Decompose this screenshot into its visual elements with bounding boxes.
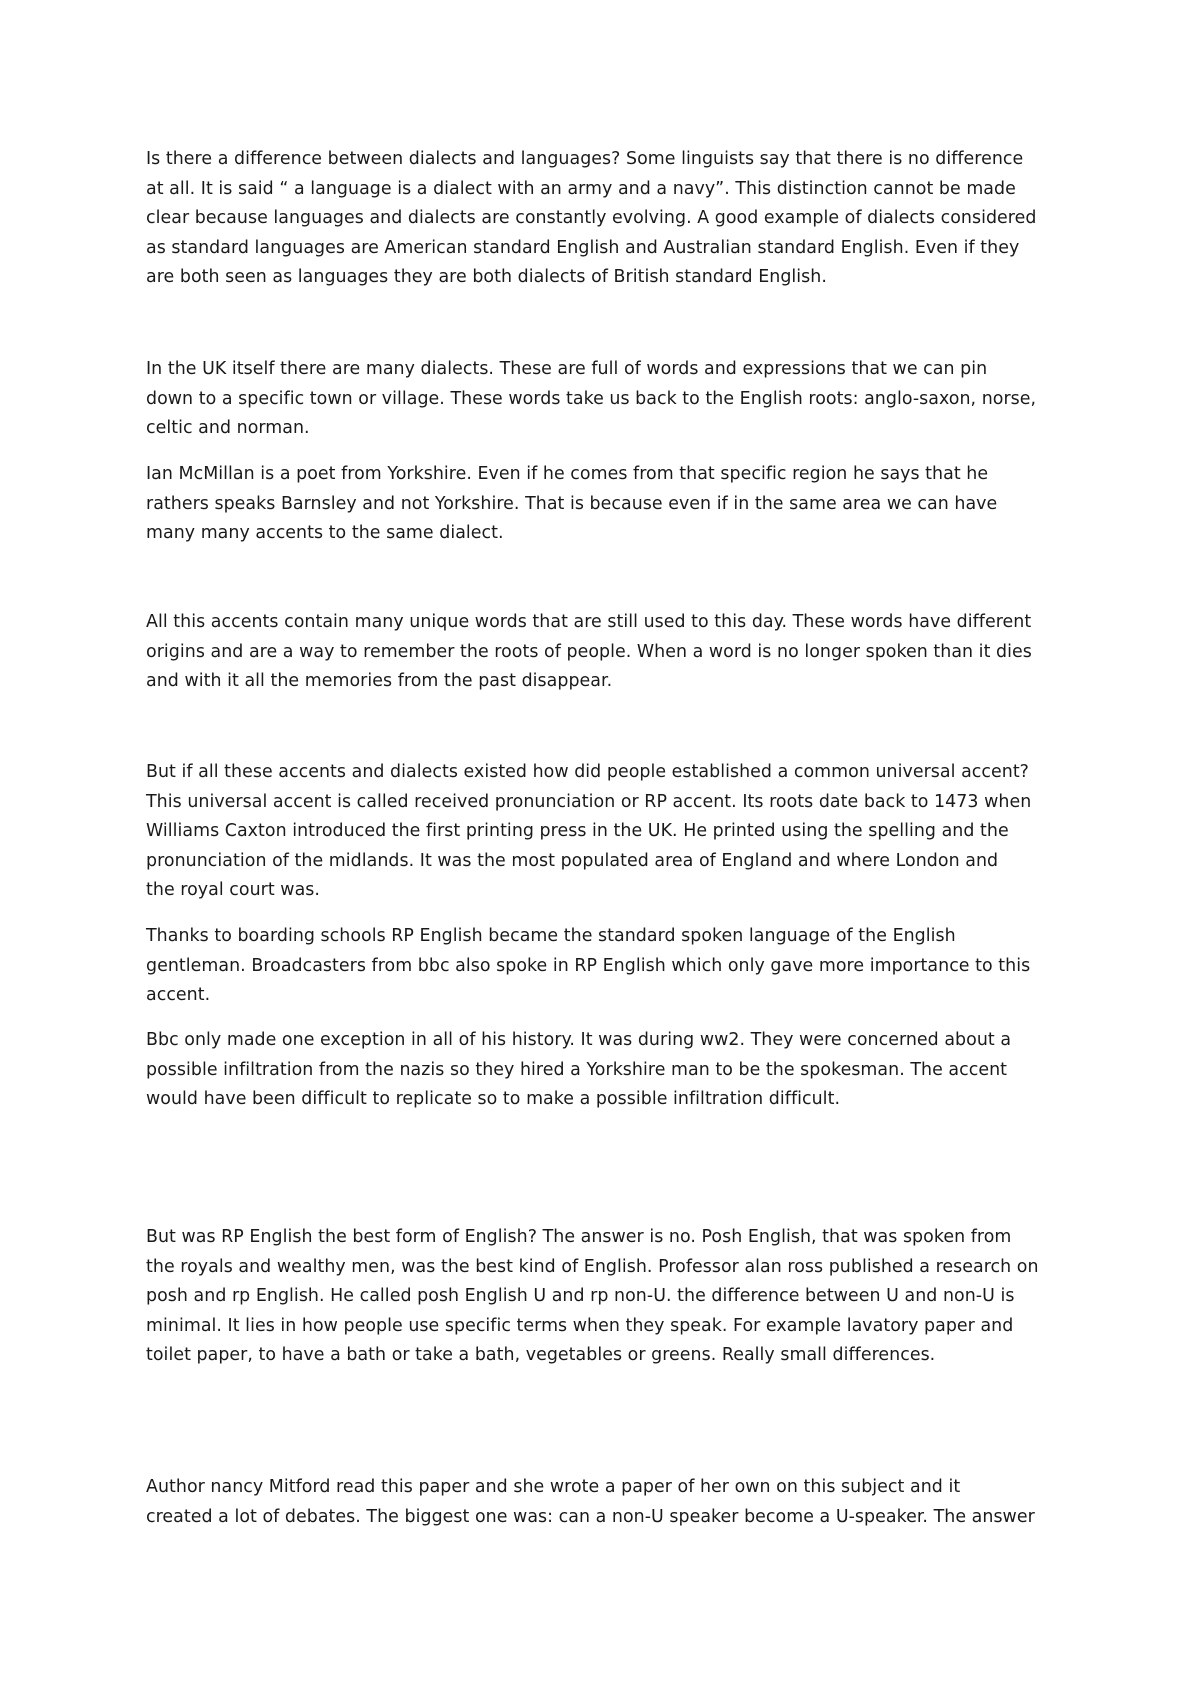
text-line: clear because languages and dialects are constantly evolving. A good example of dialects considered [146,208,1037,228]
text-line: pronunciation of the midlands. It was the most populated area of England and where London and [146,850,999,871]
text-line: possible infiltration from the nazis so they hired a Yorkshire man to be the spokesman. The accent [146,1059,1008,1080]
text-line: Is there a difference between dialects and languages? Some linguists say that there is no difference [146,149,1024,169]
text-line: and with it all the memories from the past disappear. [146,671,613,691]
paragraph-nancy-mitford [146,1473,1086,1532]
text-line: This universal accent is called received pronunciation or RP accent. Its roots date back to 1473 when [146,791,1032,812]
text-line: toilet paper, to have a bath or take a bath, vegetables or greens. Really small differences. [146,1345,936,1365]
text-line: many many accents to the same dialect. [146,523,504,543]
text-line: Ian McMillan is a poet from Yorkshire. Even if he comes from that specific region he says that he [146,464,989,484]
text-line: are both seen as languages they are both dialects of British standard English. [146,267,827,287]
text-line: at all. It is said “ a language is a dialect with an army and a navy”. This distinction cannot be made [146,178,1016,199]
text-line: the royals and wealthy men, was the best kind of English. Professor alan ross published a research on [146,1256,1039,1277]
text-line: posh and rp English. He called posh English U and rp non-U. the difference between U and non-U is [146,1286,1015,1306]
text-line: But if all these accents and dialects existed how did people established a common universal accent? [146,762,1029,782]
paragraph-received-pronunciation [146,758,1086,906]
paragraph-unique-words [146,608,1086,697]
text-line: All this accents contain many unique words that are still used to this day. These words have different [146,612,1032,632]
paragraph-bbc-exception [146,1026,1086,1115]
text-line: origins and are a way to remember the roots of people. When a word is no longer spoken than it dies [146,641,1032,662]
text-line: accent. [146,985,211,1005]
paragraph-dialects-vs-languages [146,145,1086,293]
text-line: as standard languages are American standard English and Australian standard English. Even if they [146,237,1020,258]
text-line: would have been difficult to replicate so to make a possible infiltration difficult. [146,1089,841,1109]
text-line: minimal. It lies in how people use specific terms when they speak. For example lavatory paper and [146,1315,1014,1336]
text-line: celtic and norman. [146,418,310,438]
text-line: created a lot of debates. The biggest one was: can a non-U speaker become a U-speaker. The answer [146,1506,1035,1527]
text-line: down to a specific town or village. These words take us back to the English roots: anglo-saxon, norse, [146,388,1037,409]
text-line: Author nancy Mitford read this paper and she wrote a paper of her own on this subject and it [146,1477,961,1497]
text-line: Williams Caxton introduced the first printing press in the UK. He printed using the spelling and the [146,821,1009,841]
text-line: the royal court was. [146,880,320,900]
paragraph-ian-mcmillan [146,460,1086,549]
paragraph-posh-english [146,1223,1086,1371]
paragraph-uk-dialects [146,355,1086,444]
text-line: In the UK itself there are many dialects. These are full of words and expressions that we can pin [146,359,988,379]
text-line: gentleman. Broadcasters from bbc also spoke in RP English which only gave more importance to this [146,955,1031,976]
text-line: rathers speaks Barnsley and not Yorkshire. That is because even if in the same area we can have [146,493,998,514]
text-line: Thanks to boarding schools RP English became the standard spoken language of the English [146,926,956,946]
text-line: Bbc only made one exception in all of his history. It was during ww2. They were concerned about a [146,1030,1012,1050]
text-line: But was RP English the best form of English? The answer is no. Posh English, that was spoken from [146,1227,1012,1247]
paragraph-boarding-schools [146,922,1086,1011]
